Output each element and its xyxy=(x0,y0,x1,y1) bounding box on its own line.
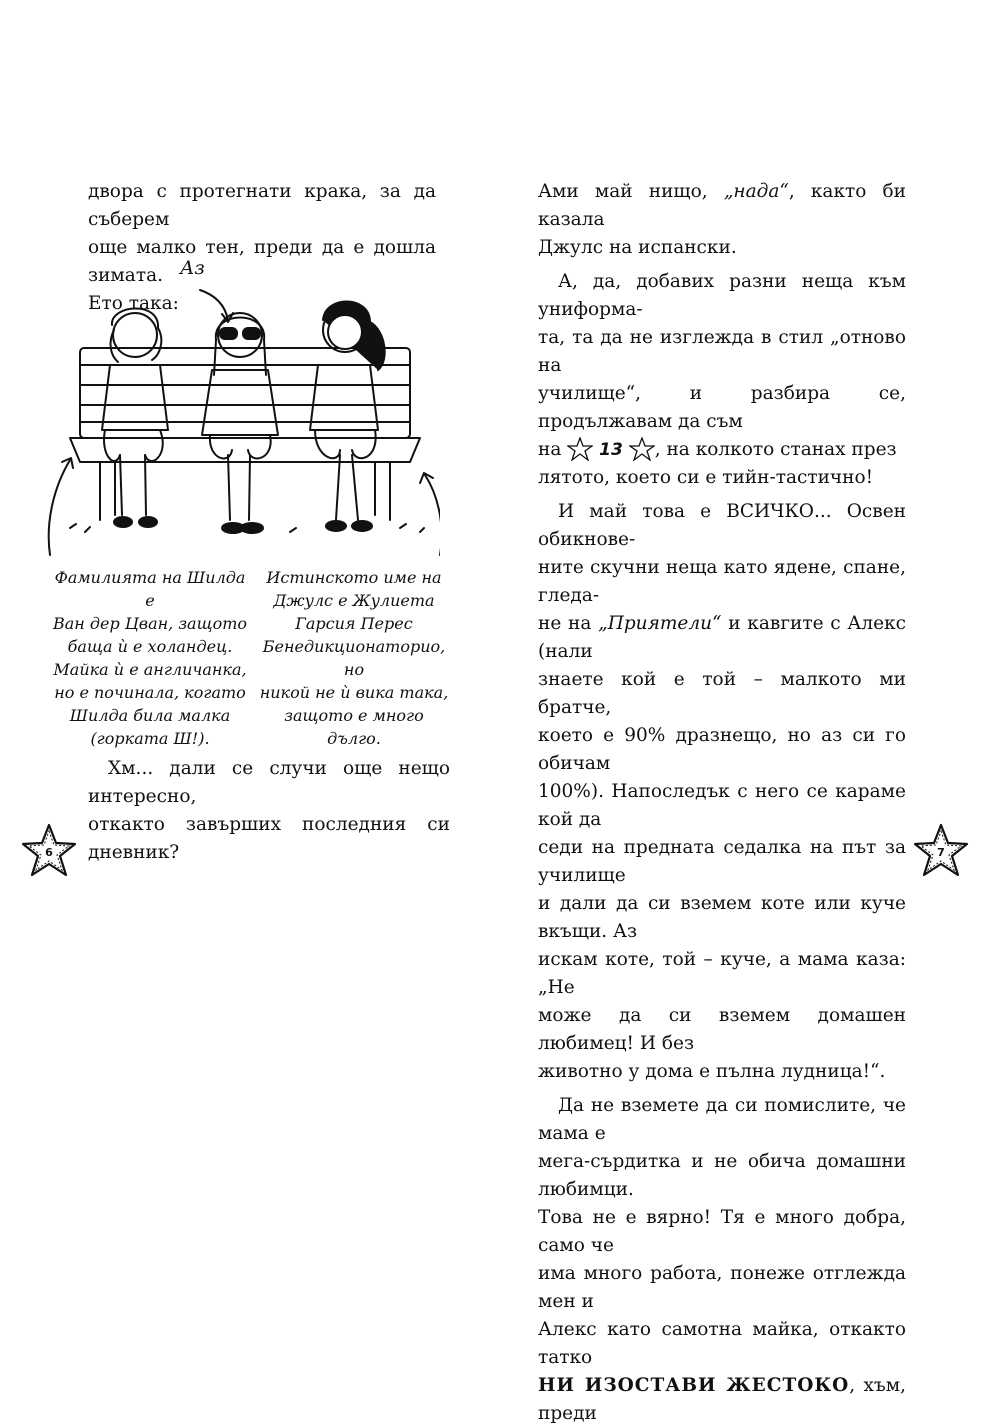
text-line: Алекс като самотна майка, откакто татко xyxy=(538,1319,906,1368)
caption-line: Майка ѝ е англичанка, xyxy=(53,660,247,679)
caption-line: но е починала, когато xyxy=(54,683,246,702)
age-number: 13 xyxy=(599,440,623,460)
star-icon xyxy=(567,437,593,461)
text-line: може да си вземем домашен любимец! И без xyxy=(538,1005,906,1054)
text-line: знаете кой е той – малкото ми братче, xyxy=(538,669,906,718)
caption-line: Фамилията на Шилда е xyxy=(54,568,246,610)
caption-line: Шилда била малка xyxy=(69,706,231,725)
text-line: 100%). Напоследък с него се караме кой да xyxy=(538,781,906,830)
text-line: Джулс на испански. xyxy=(538,237,737,258)
star-icon xyxy=(629,437,655,461)
right-page xyxy=(500,0,1000,1424)
caption-line: Истинското име на xyxy=(266,568,442,587)
text-line: не на „Приятели“ и кавгите с Алекс (нали xyxy=(538,613,906,662)
text-line: Хм... дали се случи още нещо интересно, xyxy=(88,758,450,807)
page-number: 6 xyxy=(45,846,53,859)
caption-line: Ван дер Цван, защото xyxy=(52,614,248,633)
friends-title: „Приятели“ xyxy=(598,613,722,634)
nada-word: „нада“ xyxy=(723,181,789,202)
left-page xyxy=(0,0,500,1000)
text-line: животно у дома е пълна лудница!“. xyxy=(538,1061,886,1082)
text-line: мега-сърдитка и не обича домашни любимци. xyxy=(538,1151,906,1200)
caption-shilda xyxy=(50,566,250,750)
text-line: откакто завърших последния си дневник? xyxy=(88,814,450,863)
text-line: Да не вземете да си помислите, че мама е xyxy=(538,1095,906,1144)
caption-line: защото е много дълго. xyxy=(284,706,424,748)
closing-paragraph xyxy=(88,755,450,867)
page-number-star xyxy=(20,822,78,880)
text-line: двора с протегнати крака, за да съберем xyxy=(88,181,436,230)
text-line: което е 90% дразнещо, но аз си го обичам xyxy=(538,725,906,774)
label-me: Аз xyxy=(180,257,205,279)
text-line: на 13 , на колкото станах през xyxy=(538,439,897,460)
text-line: искам коте, той – куче, а мама каза: „Не xyxy=(538,949,906,998)
text-line: Това не е вярно! Тя е много добра, само че xyxy=(538,1207,906,1256)
caption-jules xyxy=(256,566,452,750)
emphasis-caps: НИ ИЗОСТАВИ ЖЕСТОКО xyxy=(538,1375,850,1396)
text-line: ните скучни неща като ядене, спане, гледа- xyxy=(538,557,906,606)
caption-line: Гарсия Перес xyxy=(295,614,413,633)
page-number: 7 xyxy=(937,846,945,859)
text-line: училище“, и разбира се, продължавам да съм xyxy=(538,383,906,432)
girls-on-bench-illustration xyxy=(40,270,440,560)
text-line: та, та да не изглежда в стил „отново на xyxy=(538,327,906,376)
text-line: А, да, добавих разни неща към униформа- xyxy=(538,271,906,320)
caption-line: баща ѝ е холандец. xyxy=(67,637,233,656)
right-page-text xyxy=(538,178,906,1428)
text-line: Ето така: xyxy=(88,293,179,314)
text-line: НИ ИЗОСТАВИ ЖЕСТОКО, хъм, преди xyxy=(538,1375,906,1424)
text-line: има много работа, понеже отглежда мен и xyxy=(538,1263,906,1312)
text-line: още малко тен, преди да е дошла зимата. xyxy=(88,237,436,286)
text-line: лятото, което си е тийн-тастично! xyxy=(538,467,874,488)
text-line: И май това е ВСИЧКО... Освен обикнове- xyxy=(538,501,906,550)
page-number-star xyxy=(912,822,970,880)
text-line: Ами май нищо, „нада“, както би казала xyxy=(538,181,906,230)
text-line: и дали да си вземем коте или куче вкъщи. Аз xyxy=(538,893,906,942)
text-line: седи на предната седалка на път за училище xyxy=(538,837,906,886)
caption-line: Джулс е Жулиета xyxy=(273,591,435,610)
caption-line: Бенедикционаторио, но xyxy=(262,637,446,679)
caption-line: никой не ѝ вика така, xyxy=(259,683,449,702)
caption-line: (горката Ш!). xyxy=(90,729,210,748)
